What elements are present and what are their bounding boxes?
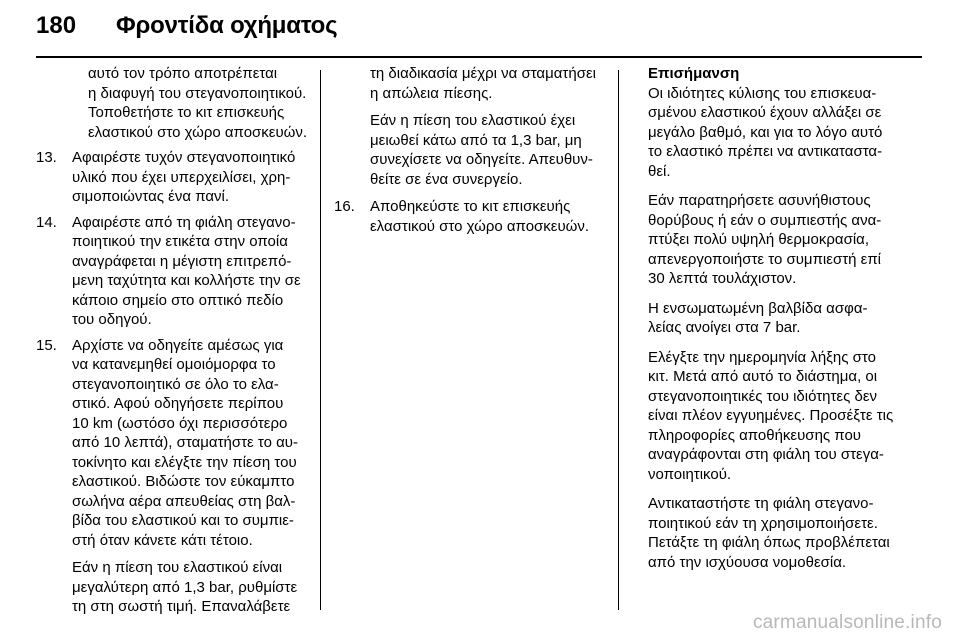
column-2	[334, 64, 614, 242]
text-line: Αφαιρέστε τυχόν στεγανοποιητικό	[72, 149, 296, 166]
text-line: Ελέγξτε την ημερομηνία λήξης στο	[648, 348, 876, 366]
text-line: λείας ανοίγει στα 7 bar.	[648, 319, 801, 336]
text-line: τοκίνητο και ελέγξτε την πίεση του	[72, 453, 297, 471]
step-text	[72, 336, 312, 625]
text-line: Οι ιδιότητες κύλισης του επισκευα-	[648, 84, 877, 102]
text-line: συνεχίσετε να οδηγείτε. Απευθυν-	[370, 151, 593, 168]
text-line: θορύβους ή εάν ο συμπιεστής ανα-	[648, 211, 882, 229]
text-line: τη στη σωστή τιμή. Επαναλάβετε	[72, 598, 291, 615]
text-line: Αρχίστε να οδηγείτε αμέσως για	[72, 336, 284, 354]
column-divider-1	[320, 70, 321, 610]
text-line: κιτ. Μετά από αυτό το διάστημα, οι	[648, 368, 878, 385]
text-line: μειωθεί κάτω από τα 1,3 bar, μη	[370, 131, 582, 149]
text-line: Πετάξτε τη φιάλη όπως προβλέπεται	[648, 534, 890, 551]
text-line: απενεργοποιήστε το συμπιεστή επί	[648, 250, 882, 268]
text-line: Αντικαταστήστε τη φιάλη στεγανο-	[648, 495, 874, 512]
text-line: βίδα του ελαστικού και το συμπιε-	[72, 512, 294, 529]
text-line: ελαστικού στο χώρο αποσκευών.	[370, 217, 590, 235]
watermark: carmanualsonline.info	[752, 612, 942, 633]
note-heading: Επισήμανση	[648, 65, 740, 82]
header-rule	[36, 56, 922, 58]
text-line: σωλήνα αέρα απευθείας στη βαλ-	[72, 492, 296, 510]
text-line: μεγάλο βαθμό, και για το λόγο αυτό	[648, 123, 883, 141]
text-line: από 10 λεπτά), σταματήστε το αυ-	[72, 434, 298, 451]
column-1	[36, 64, 312, 631]
text-line: ποιητικού εάν τη χρησιμοποιήσετε.	[648, 514, 878, 532]
text-line: ελαστικού στο χώρο αποσκευών.	[88, 123, 308, 141]
text-line: στεγανοποιητικό σε όλο το ελα-	[72, 375, 279, 393]
text-line: θεί.	[648, 162, 671, 180]
text-line: Εάν η πίεση του ελαστικού έχει	[370, 112, 576, 129]
text-line: Η ενσωματωμένη βαλβίδα ασφα-	[648, 299, 868, 317]
text-line: Τοποθετήστε το κιτ επισκευής	[88, 104, 285, 121]
page-header	[36, 12, 337, 52]
step-number: 15.	[36, 336, 57, 354]
step-14	[36, 213, 312, 330]
continued-text	[370, 111, 614, 189]
text-line: ποιητικού την ετικέτα στην οποία	[72, 233, 288, 250]
text-line: στεγανοποιητικές του ιδιότητες δεν	[648, 387, 878, 405]
text-line: μεγαλύτερη από 1,3 bar, ρυθμίστε	[72, 578, 298, 596]
text-line: ελαστικού. Βιδώστε τον εύκαμπτο	[72, 473, 295, 490]
text-line: του οδηγού.	[72, 311, 152, 328]
step-15	[36, 336, 312, 625]
text-line: σμένου ελαστικού έχουν αλλάξει σε	[648, 104, 882, 121]
text-line: πτύξει πολύ υψηλή θερμοκρασία,	[648, 231, 870, 248]
column-3	[648, 64, 928, 582]
step-16	[334, 197, 614, 236]
page-title: Φροντίδα οχήματος	[116, 12, 338, 39]
note-paragraph	[648, 84, 928, 182]
text-line: κάποιο σημείο στο οπτικό πεδίο	[72, 291, 284, 309]
text-line: Εάν παρατηρήσετε ασυνήθιστους	[648, 192, 871, 209]
step-number: 14.	[36, 213, 57, 231]
text-line: το ελαστικό πρέπει να αντικαταστα-	[648, 143, 883, 160]
text-line: Αποθηκεύστε το κιτ επισκευής	[370, 198, 571, 215]
step-text	[72, 213, 312, 330]
text-line: υλικό που έχει υπερχειλίσει, χρη-	[72, 168, 291, 186]
text-line: τη διαδικασία μέχρι να σταματήσει	[370, 65, 596, 82]
text-line: στή όταν κάνετε κάτι τέτοιο.	[72, 531, 253, 549]
text-line: νοποιητικού.	[648, 465, 732, 483]
step-text	[370, 197, 614, 236]
page-number: 180	[36, 12, 77, 39]
text-line: να κατανεμηθεί ομοιόμορφα το	[72, 356, 276, 373]
text-line: θείτε σε ένα συνεργείο.	[370, 170, 523, 188]
text-line: 30 λεπτά τουλάχιστον.	[648, 270, 797, 287]
text-line: η διαφυγή του στεγανοποιητικού.	[88, 84, 307, 102]
step-number: 16.	[334, 198, 355, 215]
step-text	[72, 148, 312, 207]
text-line: από την ισχύουσα νομοθεσία.	[648, 553, 847, 571]
text-line: αυτό τον τρόπο αποτρέπεται	[88, 65, 278, 82]
note-paragraph	[648, 191, 928, 289]
text-line: σιμοποιώντας ένα πανί.	[72, 188, 230, 205]
continued-text	[370, 64, 614, 103]
note-paragraph	[648, 494, 928, 572]
column-divider-2	[618, 70, 619, 610]
text-line: στικό. Αφού οδηγήσετε περίπου	[72, 395, 284, 412]
text-line: είναι πλέον εγγυημένες. Προσέξτε τις	[648, 407, 894, 424]
text-line: μενη ταχύτητα και κολλήστε την σε	[72, 272, 301, 289]
text-line: Αφαιρέστε από τη φιάλη στεγανο-	[72, 213, 296, 231]
text-line: Εάν η πίεση του ελαστικού είναι	[72, 559, 283, 576]
continued-text	[88, 64, 312, 142]
note-paragraph	[648, 348, 928, 485]
step-13	[36, 148, 312, 207]
text-line: 10 km (ωστόσο όχι περισσότερο	[72, 414, 288, 432]
text-line: αναγράφονται στη φιάλη του στεγα-	[648, 446, 884, 463]
text-line: η απώλεια πίεσης.	[370, 84, 493, 102]
text-line: αναγράφεται η μέγιστη επιτρεπό-	[72, 252, 292, 270]
note-paragraph	[648, 299, 928, 338]
text-line: πληροφορίες αποθήκευσης που	[648, 426, 861, 444]
step-number: 13.	[36, 149, 57, 166]
